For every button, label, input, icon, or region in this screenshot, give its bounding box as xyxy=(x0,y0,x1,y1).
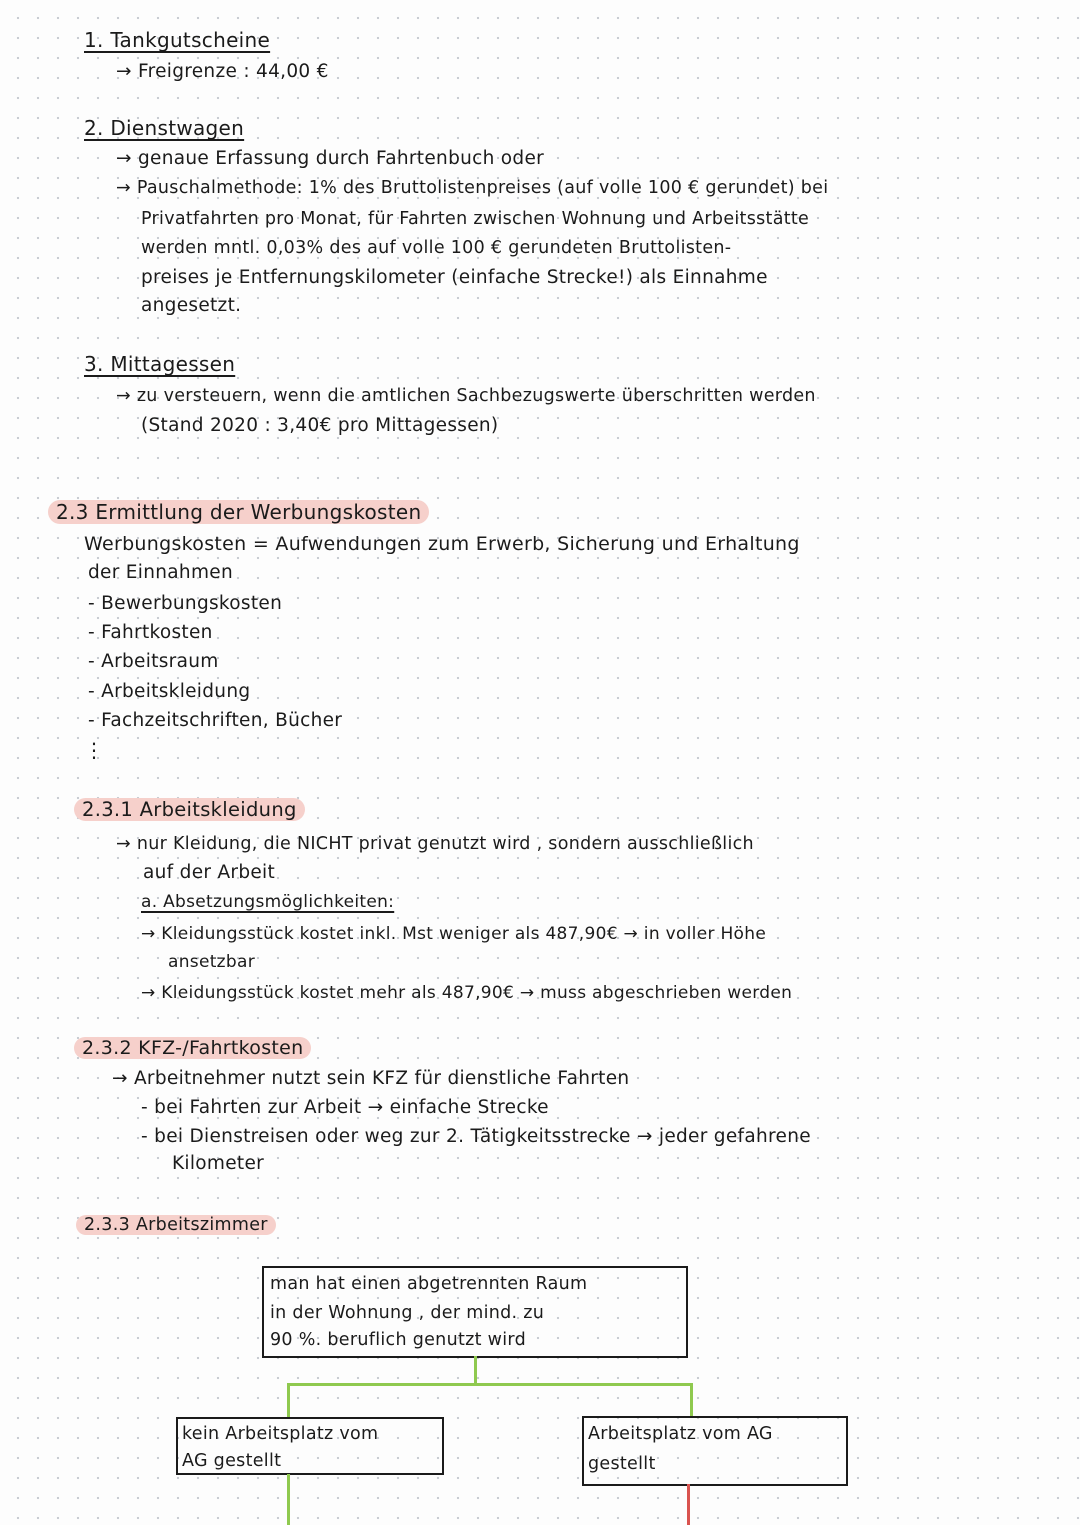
right-branch-continuation xyxy=(687,1484,690,1525)
connector-right-drop xyxy=(690,1383,693,1417)
mittagessen-title: 3. Mittagessen xyxy=(84,352,236,376)
werbungskosten-definition-1: Werbungskosten = Aufwendungen zum Erwerb, Sicherung und Erhaltung xyxy=(84,533,800,555)
dienstwagen-line-6: angesetzt. xyxy=(141,295,242,316)
section-2-3-3-heading-text: 2.3.3 Arbeitszimmer xyxy=(76,1215,276,1235)
kein-arbeitsplatz-line-2: AG gestellt xyxy=(182,1451,282,1471)
arbeitskleidung-line-2: auf der Arbeit xyxy=(143,862,276,883)
section-2-3-heading-text: 2.3 Ermittlung der Werbungskosten xyxy=(48,500,429,524)
dienstwagen-line-5: preises je Entfernungskilometer (einfache Strecke!) als Einnahme xyxy=(141,267,768,288)
list-item-fahrtkosten: - Fahrtkosten xyxy=(88,622,213,643)
section-2-3-1-heading-text: 2.3.1 Arbeitskleidung xyxy=(74,798,305,821)
fahrtkosten-line-4: Kilometer xyxy=(172,1153,265,1174)
mittagessen-line-1: → zu versteuern, wenn die amtlichen Sachbezugswerte überschritten werden xyxy=(116,386,816,406)
dienstwagen-title: 2. Dienstwagen xyxy=(84,116,245,140)
section-2-3-2-heading-text: 2.3.2 KFZ-/Fahrtkosten xyxy=(74,1037,311,1059)
absetzungsmoeglichkeiten-title: a. Absetzungsmöglichkeiten: xyxy=(141,892,395,912)
section-2-3-3-heading xyxy=(84,1213,276,1237)
absetzung-option-1: → Kleidungsstück kostet inkl. Mst weniger als 487,90€ → in voller Höhe xyxy=(141,924,767,944)
kein-arbeitsplatz-box xyxy=(176,1417,444,1475)
absetzung-option-2: → Kleidungsstück kostet mehr als 487,90€ → muss abgeschrieben werden xyxy=(141,983,793,1003)
connector-horizontal xyxy=(287,1383,693,1386)
dienstwagen-line-4: werden mntl. 0,03% des auf volle 100 € gerundeten Bruttolisten- xyxy=(141,238,732,258)
kein-arbeitsplatz-line-1: kein Arbeitsplatz vom xyxy=(182,1424,379,1444)
connector-stem xyxy=(474,1356,477,1384)
tankgutscheine-freigrenze: → Freigrenze : 44,00 € xyxy=(116,61,329,82)
condition-line-3: 90 %. beruflich genutzt wird xyxy=(270,1330,527,1350)
mittagessen-line-2: (Stand 2020 : 3,40€ pro Mittagessen) xyxy=(141,415,499,436)
absetzung-option-1-cont: ansetzbar xyxy=(168,952,255,972)
section-2-3-2-heading xyxy=(82,1036,311,1060)
tankgutscheine-title: 1. Tankgutscheine xyxy=(84,28,271,52)
list-item-arbeitskleidung: - Arbeitskleidung xyxy=(88,681,251,702)
list-item-arbeitsraum: - Arbeitsraum xyxy=(88,651,219,672)
fahrtkosten-line-3: - bei Dienstreisen oder weg zur 2. Tätigkeitsstrecke → jeder gefahrene xyxy=(141,1126,811,1147)
list-item-fachzeitschriften: - Fachzeitschriften, Bücher xyxy=(88,710,343,731)
arbeitsplatz-gestellt-box xyxy=(582,1416,848,1486)
fahrtkosten-line-2: - bei Fahrten zur Arbeit → einfache Strecke xyxy=(141,1097,549,1118)
connector-left-drop xyxy=(287,1383,290,1417)
condition-line-1: man hat einen abgetrennten Raum xyxy=(270,1274,588,1294)
condition-line-2: in der Wohnung , der mind. zu xyxy=(270,1303,545,1323)
fahrtkosten-line-1: → Arbeitnehmer nutzt sein KFZ für dienstliche Fahrten xyxy=(112,1068,630,1089)
werbungskosten-definition-2: der Einnahmen xyxy=(88,562,233,583)
arbeitskleidung-line-1: → nur Kleidung, die NICHT privat genutzt wird , sondern ausschließlich xyxy=(116,834,754,854)
list-item-bewerbungskosten: - Bewerbungskosten xyxy=(88,593,283,614)
arbeitsplatz-gestellt-line-2: gestellt xyxy=(588,1454,656,1474)
arbeitszimmer-condition-box xyxy=(262,1266,688,1358)
dienstwagen-line-1: → genaue Erfassung durch Fahrtenbuch oder xyxy=(116,148,545,169)
dienstwagen-line-2: → Pauschalmethode: 1% des Bruttolistenpreises (auf volle 100 € gerundet) bei xyxy=(116,178,829,198)
arbeitsplatz-gestellt-line-1: Arbeitsplatz vom AG xyxy=(588,1424,773,1444)
section-2-3-1-heading xyxy=(82,798,305,822)
left-branch-continuation xyxy=(287,1474,290,1525)
dienstwagen-line-3: Privatfahrten pro Monat, für Fahrten zwischen Wohnung und Arbeitsstätte xyxy=(141,209,810,229)
list-ellipsis: ⋮ xyxy=(84,738,105,762)
section-2-3-heading xyxy=(56,500,429,524)
